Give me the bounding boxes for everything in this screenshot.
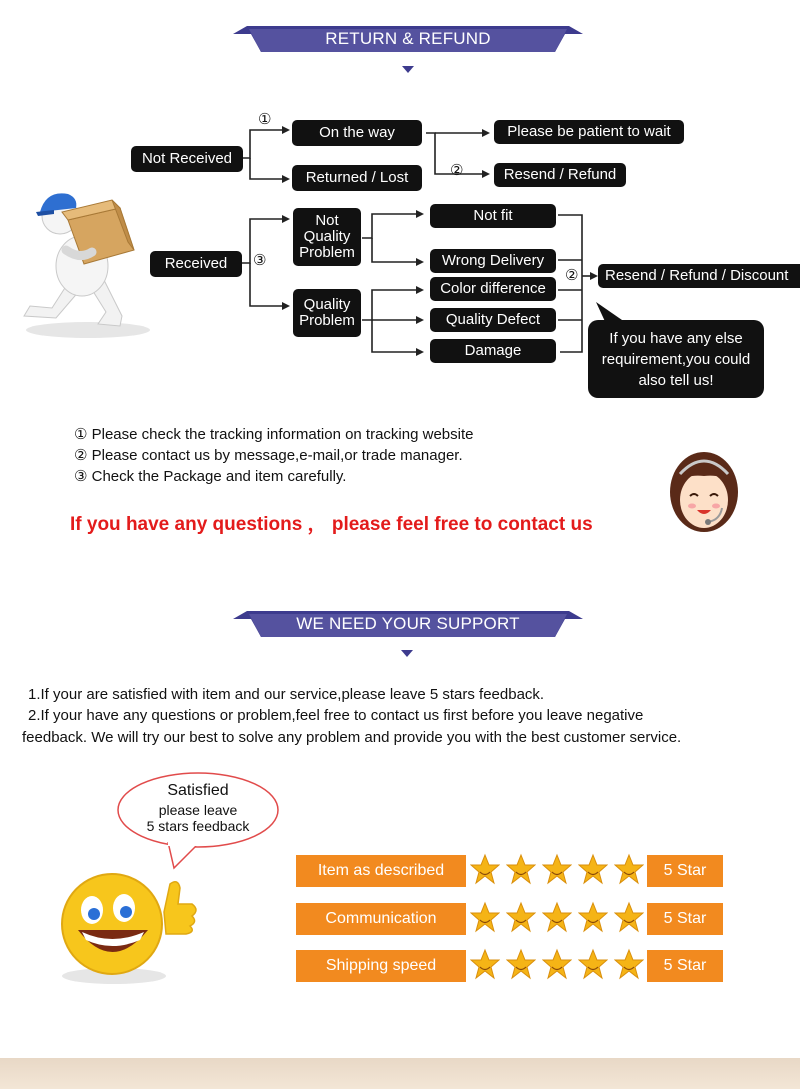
rating-stars-item-as-described (470, 853, 644, 887)
marker-1: ① (258, 111, 272, 128)
star-icon (578, 948, 608, 982)
chevron-down-icon (401, 650, 413, 658)
rating-value-item-as-described: 5 Star (647, 855, 723, 887)
bubble-line-2: 5 stars feedback (146, 818, 250, 834)
not-fit-box: Not fit (430, 204, 556, 228)
rating-stars-shipping-speed (470, 948, 644, 982)
wrong-delivery-box: Wrong Delivery (430, 249, 556, 273)
not-quality-problem-box: Not Quality Problem (293, 208, 361, 266)
star-icon (506, 853, 536, 887)
quality-defect-box: Quality Defect (430, 308, 556, 332)
support-para-1: 1.If your are satisfied with item and our service,please leave 5 stars feedback. (28, 686, 545, 703)
star-icon (542, 853, 572, 887)
star-icon (614, 853, 644, 887)
not-received-box: Not Received (131, 146, 243, 172)
support-para-2a: 2.If your have any questions or problem,feel free to contact us first before you leave negative (28, 707, 644, 724)
on-the-way-box: On the way (292, 120, 422, 146)
star-icon (542, 948, 572, 982)
returned-lost-box: Returned / Lost (292, 165, 422, 191)
rating-label-communication: Communication (296, 903, 466, 935)
note-1: ① Please check the tracking information on tracking website (74, 426, 474, 443)
delivery-man-icon (10, 180, 170, 340)
rating-value-communication: 5 Star (647, 903, 723, 935)
rating-stars-communication (470, 901, 644, 935)
rating-value-shipping-speed: 5 Star (647, 950, 723, 982)
return-refund-title: RETURN & REFUND (325, 29, 491, 48)
smiley-thumbs-up-icon (52, 870, 202, 986)
star-icon (614, 901, 644, 935)
star-icon (578, 853, 608, 887)
note-3: ③ Check the Package and item carefully. (74, 468, 347, 485)
rating-label-item-as-described: Item as described (296, 855, 466, 887)
star-icon (470, 948, 500, 982)
star-icon (470, 901, 500, 935)
please-be-patient-box: Please be patient to wait (494, 120, 684, 144)
contact-line: If you have any questions ， please feel free to contact us (70, 514, 593, 535)
star-icon (578, 901, 608, 935)
resend-refund-box: Resend / Refund (494, 163, 626, 187)
bubble-line-1: please leave (158, 802, 238, 818)
received-box: Received (150, 251, 242, 277)
bubble-title: Satisfied (167, 782, 229, 799)
bottom-strip (0, 1058, 800, 1089)
rating-label-shipping-speed: Shipping speed (296, 950, 466, 982)
star-icon (614, 948, 644, 982)
star-icon (506, 901, 536, 935)
customer-service-icon (664, 448, 744, 538)
marker-2-top: ② (450, 162, 464, 179)
support-banner (233, 611, 583, 637)
star-icon (542, 901, 572, 935)
note-2: ② Please contact us by message,e-mail,or trade manager. (74, 447, 463, 464)
else-requirement-bubble: If you have any else requirement,you could also tell us! (588, 320, 764, 398)
resend-refund-discount-box: Resend / Refund / Discount (598, 264, 800, 288)
support-para-2b: feedback. We will try our best to solve any problem and provide you with the best customer service. (22, 729, 682, 746)
support-title: WE NEED YOUR SUPPORT (296, 614, 520, 633)
color-difference-box: Color difference (430, 277, 556, 301)
star-icon (506, 948, 536, 982)
marker-3: ③ (253, 252, 267, 269)
star-icon (470, 853, 500, 887)
quality-problem-box: Quality Problem (293, 289, 361, 337)
marker-2-right: ② (565, 267, 579, 284)
damage-box: Damage (430, 339, 556, 363)
